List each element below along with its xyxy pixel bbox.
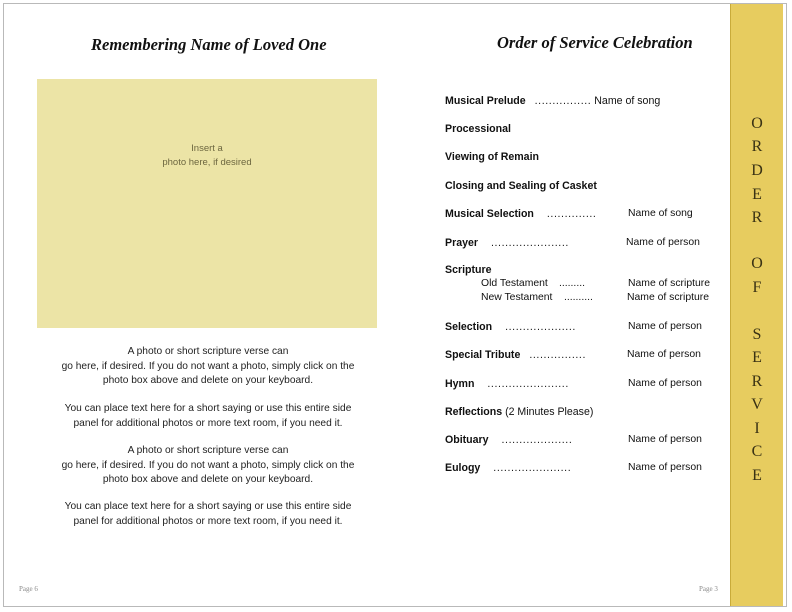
service-item-processional [445, 123, 511, 135]
text-block-1 [40, 345, 376, 389]
page-number-left: Page 6 [19, 585, 38, 593]
service-item-label: Musical Prelude [445, 95, 526, 107]
text-line: panel for additional photos or more text room, if you need it. [73, 417, 343, 429]
service-item-label: Prayer [445, 237, 478, 249]
service-item-label: Eulogy [445, 462, 481, 474]
sidebar-letter: S [752, 326, 762, 343]
text-line: photo box above and delete on your keyboard. [102, 474, 314, 486]
service-item-value: Name of song [628, 208, 693, 219]
service-item-value: Name of person [627, 349, 701, 360]
photo-placeholder-line2: photo here, if desired [162, 157, 252, 168]
text-line: You can place text here for a short saying or use this entire side [64, 501, 352, 512]
service-item-obituary [445, 434, 572, 446]
sidebar-letter: I [754, 420, 760, 437]
left-page-title: Remembering Name of Loved One [91, 35, 327, 54]
leader-dots: ...................... [493, 462, 572, 474]
scripture-sub-label: Old Testament [481, 278, 548, 289]
service-item-value: Name of person [628, 378, 702, 389]
service-item-selection [445, 321, 576, 333]
service-item-label: Hymn [445, 378, 475, 390]
service-item-label: Selection [445, 321, 493, 333]
text-block-4 [40, 500, 376, 529]
service-item-viewing [445, 151, 539, 163]
service-item-label: Viewing of Remain [445, 151, 539, 163]
text-line: A photo or short scripture verse can [127, 445, 289, 456]
service-item-prayer [445, 237, 569, 249]
sidebar-letter: V [751, 396, 763, 413]
text-line: A photo or short scripture verse can [127, 346, 289, 357]
service-item-musical-prelude [445, 95, 660, 107]
service-item-value: Name of person [628, 434, 702, 445]
sidebar-letter: R [751, 138, 763, 155]
text-line: photo box above and delete on your keyboard. [102, 375, 314, 387]
sidebar-letter: E [752, 349, 762, 366]
service-item-label: Reflections [445, 406, 503, 418]
text-line: go here, if desired. If you do not want a photo, simply click on the [61, 459, 355, 471]
leader-dots: .................... [505, 321, 576, 333]
sidebar-letter: E [752, 186, 762, 203]
service-item-eulogy [445, 462, 571, 474]
sidebar-letter: R [751, 209, 763, 226]
leader-dots: .......... [564, 292, 593, 303]
sidebar-letter: C [751, 443, 763, 460]
scripture-sub-label: New Testament [481, 292, 553, 303]
text-line: go here, if desired. If you do not want a photo, simply click on the [61, 360, 355, 372]
leader-dots: ......... [559, 278, 585, 289]
right-title-underline [428, 51, 730, 53]
page-number-right: Page 3 [699, 585, 718, 593]
leader-dots: .................... [501, 434, 573, 446]
text-line: You can place text here for a short saying or use this entire side [64, 403, 352, 414]
service-item-note: (2 Minutes Please) [505, 406, 594, 418]
text-block-2 [40, 402, 376, 431]
service-item-label: Musical Selection [445, 208, 534, 220]
text-block-3 [40, 444, 376, 488]
leader-dots: ....................... [487, 378, 569, 390]
service-item-scripture [445, 264, 492, 276]
service-item-label: Scripture [445, 264, 492, 276]
text-line: panel for additional photos or more text room, if you need it. [73, 515, 343, 527]
photo-placeholder-line1: Insert a [191, 143, 223, 154]
leader-dots: ...................... [490, 237, 569, 249]
service-item-label: Processional [445, 123, 511, 135]
service-item-value: Name of person [628, 321, 702, 332]
service-item-label: Obituary [445, 434, 489, 446]
sidebar-letter: O [751, 115, 763, 132]
leader-dots: ................ [529, 349, 587, 361]
photo-placeholder[interactable] [37, 79, 377, 328]
service-item-closing [445, 180, 597, 192]
sidebar-letter: D [751, 162, 763, 179]
order-of-service-sidebar [730, 4, 783, 606]
left-title-underline [8, 51, 428, 53]
service-item-value: Name of person [628, 462, 702, 473]
sidebar-letter: O [751, 255, 763, 272]
service-item-label: Special Tribute [445, 349, 521, 361]
sidebar-letter: E [752, 467, 762, 484]
service-item-value: Name of song [594, 95, 661, 107]
service-item-label: Closing and Sealing of Casket [445, 180, 597, 192]
sidebar-letter: R [751, 373, 763, 390]
right-page-title: Order of Service Celebration [497, 33, 693, 52]
service-item-special-tribute [445, 349, 586, 361]
service-item-reflections [445, 406, 593, 418]
service-item-musical-selection [445, 208, 596, 220]
service-item-value: Name of person [626, 237, 700, 248]
scripture-sub-value: Name of scripture [628, 278, 710, 289]
leader-dots: .............. [546, 208, 597, 220]
sidebar-letter: F [752, 279, 762, 296]
scripture-sub-value: Name of scripture [627, 292, 709, 303]
leader-dots: ................ [534, 95, 592, 107]
service-item-hymn [445, 378, 569, 390]
